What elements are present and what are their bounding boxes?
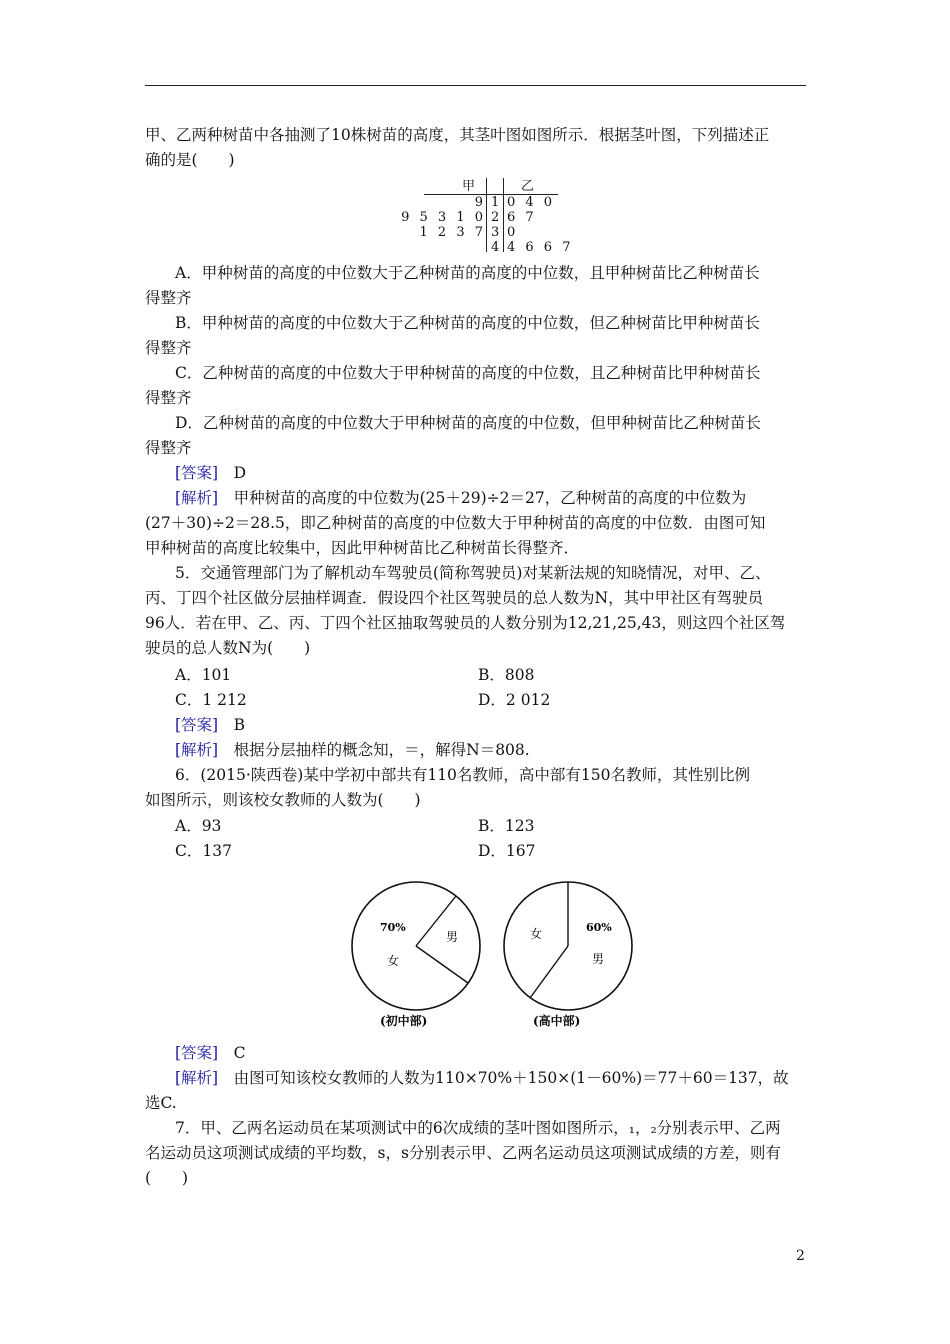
q5-option-c: C．1 212 bbox=[175, 691, 247, 709]
stemleaf-right-leaves: 4 6 6 7 bbox=[507, 240, 574, 255]
pie-junior-male-label: 男 bbox=[446, 930, 459, 944]
q6-option-b: B．123 bbox=[478, 817, 535, 835]
pie-senior-male-label: 男 bbox=[592, 952, 605, 966]
stemleaf-divider-left bbox=[486, 178, 487, 252]
q6-stem-line1: 6．(2015·陕西卷)某中学初中部共有110名教师，高中部有150名教师，其性别比例 bbox=[175, 766, 751, 784]
q7-stem-line1: 7．甲、乙两名运动员在某项测试中的6次成绩的茎叶图如图所示，₁，₂分别表示甲、乙两 bbox=[175, 1119, 781, 1137]
stemleaf-right-leaves: 0 bbox=[507, 225, 519, 240]
pie-senior-female-label: 女 bbox=[530, 927, 543, 941]
answer-tag: [答案] bbox=[175, 1044, 219, 1062]
pie-junior-female-pct: 70% bbox=[380, 921, 406, 934]
analysis-text: 由图可知该校女教师的人数为110×70%＋150×(1－60%)＝77＋60＝137，故 bbox=[233, 1069, 789, 1087]
answer-value: B bbox=[233, 716, 246, 734]
answer-tag: [答案] bbox=[175, 464, 219, 482]
answer-tag: [答案] bbox=[175, 716, 219, 734]
q4-analysis-line1 bbox=[175, 488, 746, 508]
q6-option-a: A．93 bbox=[175, 817, 222, 835]
analysis-tag: [解析] bbox=[175, 741, 219, 759]
pie-senior-divider-bottom bbox=[530, 946, 568, 998]
stemleaf-stem: 4 bbox=[491, 240, 503, 255]
analysis-text: 根据分层抽样的概念知，＝，解得N＝808. bbox=[233, 741, 530, 759]
q4-option-d-line1: D．乙种树苗的高度的中位数大于甲种树苗的高度的中位数，但甲种树苗比乙种树苗长 bbox=[175, 414, 761, 432]
q4-option-b-line2: 得整齐 bbox=[145, 339, 192, 357]
q4-option-a-line2: 得整齐 bbox=[145, 289, 192, 307]
q5-stem-line4: 驶员的总人数N为( ) bbox=[145, 639, 311, 657]
pie-senior-male-pct: 60% bbox=[586, 921, 612, 934]
pie-junior-caption: (初中部) bbox=[380, 1014, 428, 1028]
q5-stem-line3: 96人．若在甲、乙、丙、丁四个社区抽取驾驶员的人数分别为12,21,25,43，则这四个社区驾 bbox=[145, 614, 786, 632]
q4-option-c-line2: 得整齐 bbox=[145, 389, 192, 407]
header-rule bbox=[145, 85, 806, 86]
stemleaf-stem: 1 bbox=[491, 195, 503, 210]
q4-analysis-line3: 甲种树苗的高度比较集中，因此甲种树苗比乙种树苗长得整齐． bbox=[145, 539, 580, 557]
stemleaf-divider-right bbox=[503, 178, 504, 252]
q4-analysis-line2: (27＋30)÷2＝28.5，即乙种树苗的高度的中位数大于甲种树苗的高度的中位数．由图可知 bbox=[145, 514, 766, 532]
q7-stem-line3: ( ) bbox=[145, 1169, 189, 1187]
stemleaf-left-leaves: 9 bbox=[474, 195, 486, 210]
q5-option-d: D．2 012 bbox=[478, 691, 551, 709]
pie-junior-female-label: 女 bbox=[387, 954, 400, 968]
stemleaf-left-leaves: 1 2 3 7 bbox=[419, 225, 486, 240]
analysis-tag: [解析] bbox=[175, 1069, 219, 1087]
q4-option-b-line1: B．甲种树苗的高度的中位数大于乙种树苗的高度的中位数，但乙种树苗比甲种树苗长 bbox=[175, 314, 760, 332]
q5-stem-line1: 5．交通管理部门为了解机动车驾驶员(简称驾驶员)对某新法规的知晓情况，对甲、乙、 bbox=[175, 564, 771, 582]
q5-answer bbox=[175, 715, 245, 735]
q6-option-c: C．137 bbox=[175, 842, 232, 860]
q4-option-c-line1: C．乙种树苗的高度的中位数大于甲种树苗的高度的中位数，且乙种树苗比甲种树苗长 bbox=[175, 364, 761, 382]
q5-stem-line2: 丙、丁四个社区做分层抽样调查．假设四个社区驾驶员的总人数为N，其中甲社区有驾驶员 bbox=[145, 589, 764, 607]
q5-option-a: A．101 bbox=[175, 666, 232, 684]
q7-stem-line2: 名运动员这项测试成绩的平均数，s，s分别表示甲、乙两名运动员这项测试成绩的方差，则有 bbox=[145, 1144, 781, 1162]
q5-option-b: B．808 bbox=[478, 666, 535, 684]
stemleaf-right-leaves: 0 4 0 bbox=[507, 195, 556, 210]
q6-analysis-line1 bbox=[175, 1068, 789, 1088]
q4-option-a-line1: A．甲种树苗的高度的中位数大于乙种树苗的高度的中位数，且甲种树苗比乙种树苗长 bbox=[175, 264, 760, 282]
pie-senior-high bbox=[504, 882, 632, 1028]
analysis-tag: [解析] bbox=[175, 489, 219, 507]
stemleaf-header-right: 乙 bbox=[521, 179, 535, 194]
q6-option-d: D．167 bbox=[478, 842, 536, 860]
pie-charts-figure bbox=[340, 868, 645, 1033]
pie-senior-caption: (高中部) bbox=[533, 1014, 581, 1028]
answer-value: C bbox=[233, 1044, 246, 1062]
stemleaf-stem: 2 bbox=[491, 210, 503, 225]
analysis-text: 甲种树苗的高度的中位数为(25＋29)÷2＝27，乙种树苗的高度的中位数为 bbox=[233, 489, 747, 507]
stemleaf-stem: 3 bbox=[491, 225, 503, 240]
q6-answer bbox=[175, 1043, 246, 1063]
pie-junior-high bbox=[352, 882, 480, 1028]
q6-analysis-line2: 选C. bbox=[145, 1094, 177, 1112]
q5-analysis bbox=[175, 740, 530, 760]
answer-value: D bbox=[233, 464, 247, 482]
q4-answer bbox=[175, 463, 246, 483]
stemleaf-header-left: 甲 bbox=[462, 179, 476, 194]
stemleaf-right-leaves: 6 7 bbox=[507, 210, 537, 225]
q4-stem-line1: 甲、乙两种树苗中各抽测了10株树苗的高度，其茎叶图如图所示．根据茎叶图，下列描述正 bbox=[145, 126, 770, 144]
q4-stem-line2: 确的是( ) bbox=[145, 151, 235, 169]
q4-option-d-line2: 得整齐 bbox=[145, 439, 192, 457]
q6-stem-line2: 如图所示，则该校女教师的人数为( ) bbox=[145, 791, 421, 809]
stemleaf-left-leaves: 9 5 3 1 0 bbox=[401, 210, 486, 225]
page-number: 2 bbox=[796, 1248, 805, 1264]
pie-junior-divider-bottom bbox=[416, 946, 468, 983]
